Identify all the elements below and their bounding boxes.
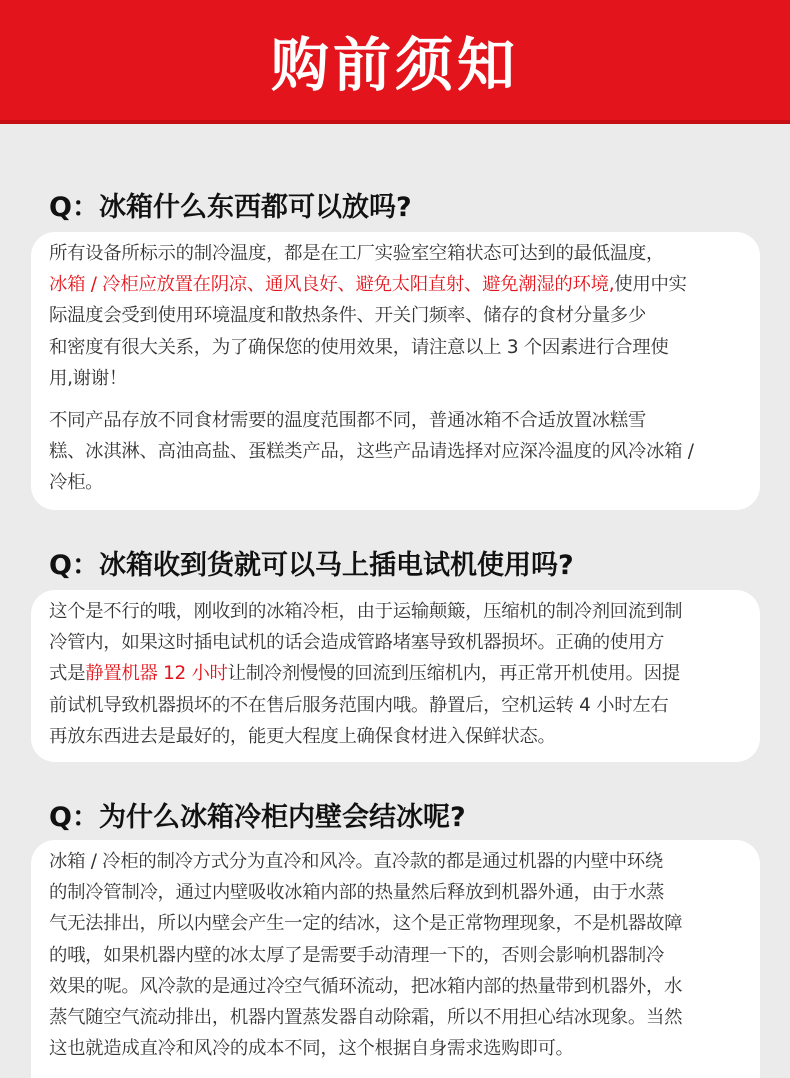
page-header (0, 0, 790, 124)
faq-section-3 (0, 798, 790, 838)
faq-question-2: Q：冰箱收到货就可以马上插电试机使用吗? (49, 550, 574, 581)
answer-line: 糕、冰淇淋、高油高盐、蛋糕类产品，这些产品请选择对应深冷温度的风冷冰箱 / (49, 441, 694, 463)
answer-text: 让制冷剂慢慢的回流到压缩机内，再正常开机使用。因提 (227, 663, 680, 685)
answer-text: 式是 (49, 663, 86, 685)
answer-line: 不同产品存放不同食材需要的温度范围都不同，普通冰箱不合适放置冰糕雪 (49, 410, 646, 432)
answer-line: 用,谢谢！ (49, 367, 127, 389)
answer-line: 的制冷管制冷，通过内壁吸收冰箱内部的热量然后释放到机器外通，由于水蒸 (49, 882, 665, 904)
answer-line: 际温度会受到使用环境温度和散热条件、开关门频率、储存的食材分量多少 (49, 305, 646, 327)
faq-section-1 (0, 188, 790, 228)
highlight-text: 静置机器 12 小时 (85, 663, 228, 685)
faq-answer-card-1 (31, 232, 760, 510)
answer-line: 的哦，如果机器内壁的冰太厚了是需要手动清理一下的，否则会影响机器制冷 (49, 944, 665, 966)
answer-text: 使用中实 (614, 274, 687, 296)
answer-line: 冷管内，如果这时插电试机的话会造成管路堵塞导致机器损坏。正确的使用方 (49, 632, 665, 654)
answer-line: 这个是不行的哦，刚收到的冰箱冷柜，由于运输颠簸，压缩机的制冷剂回流到制 (49, 601, 683, 622)
faq-answer-card-3 (31, 840, 760, 1078)
answer-line: 和密度有很大关系，为了确保您的使用效果，请注意以上 3 个因素进行合理使 (49, 336, 669, 358)
answer-line: 冰箱 / 冷柜的制冷方式分为直冷和风冷。直冷款的都是通过机器的内壁中环绕 (49, 851, 663, 872)
answer-line: 蒸气随空气流动排出，机器内置蒸发器自动除霜，所以不用担心结冰现象。当然 (49, 1007, 683, 1029)
answer-line: 气无法排出，所以内壁会产生一定的结冰，这个是正常物理现象，不是机器故障 (49, 913, 683, 935)
faq-section-2 (0, 546, 790, 586)
faq-question-1: Q：冰箱什么东西都可以放吗? (49, 192, 412, 223)
answer-line: 前试机导致机器损坏的不在售后服务范围内哦。静置后，空机运转 4 小时左右 (49, 694, 669, 716)
answer-line: 冷柜。 (49, 472, 104, 494)
answer-line (49, 269, 744, 300)
faq-question-3: Q：为什么冰箱冷柜内壁会结冰呢? (49, 802, 466, 833)
answer-line: 再放东西进去是最好的，能更大程度上确保食材进入保鲜状态。 (49, 725, 556, 747)
answer-line (49, 658, 744, 689)
highlight-text: 冰箱 / 冷柜应放置在阴凉、通风良好、避免太阳直射、避免潮湿的环境, (49, 274, 615, 296)
page-title: 购前须知 (270, 31, 519, 99)
answer-line: 这也就造成直冷和风冷的成本不同，这个根据自身需求选购即可。 (49, 1038, 574, 1060)
answer-line: 效果的呢。风冷款的是通过冷空气循环流动，把冰箱内部的热量带到机器外，水 (49, 975, 683, 997)
answer-line: 所有设备所标示的制冷温度，都是在工厂实验室空箱状态可达到的最低温度， (49, 243, 665, 264)
faq-answer-card-2 (31, 590, 760, 762)
